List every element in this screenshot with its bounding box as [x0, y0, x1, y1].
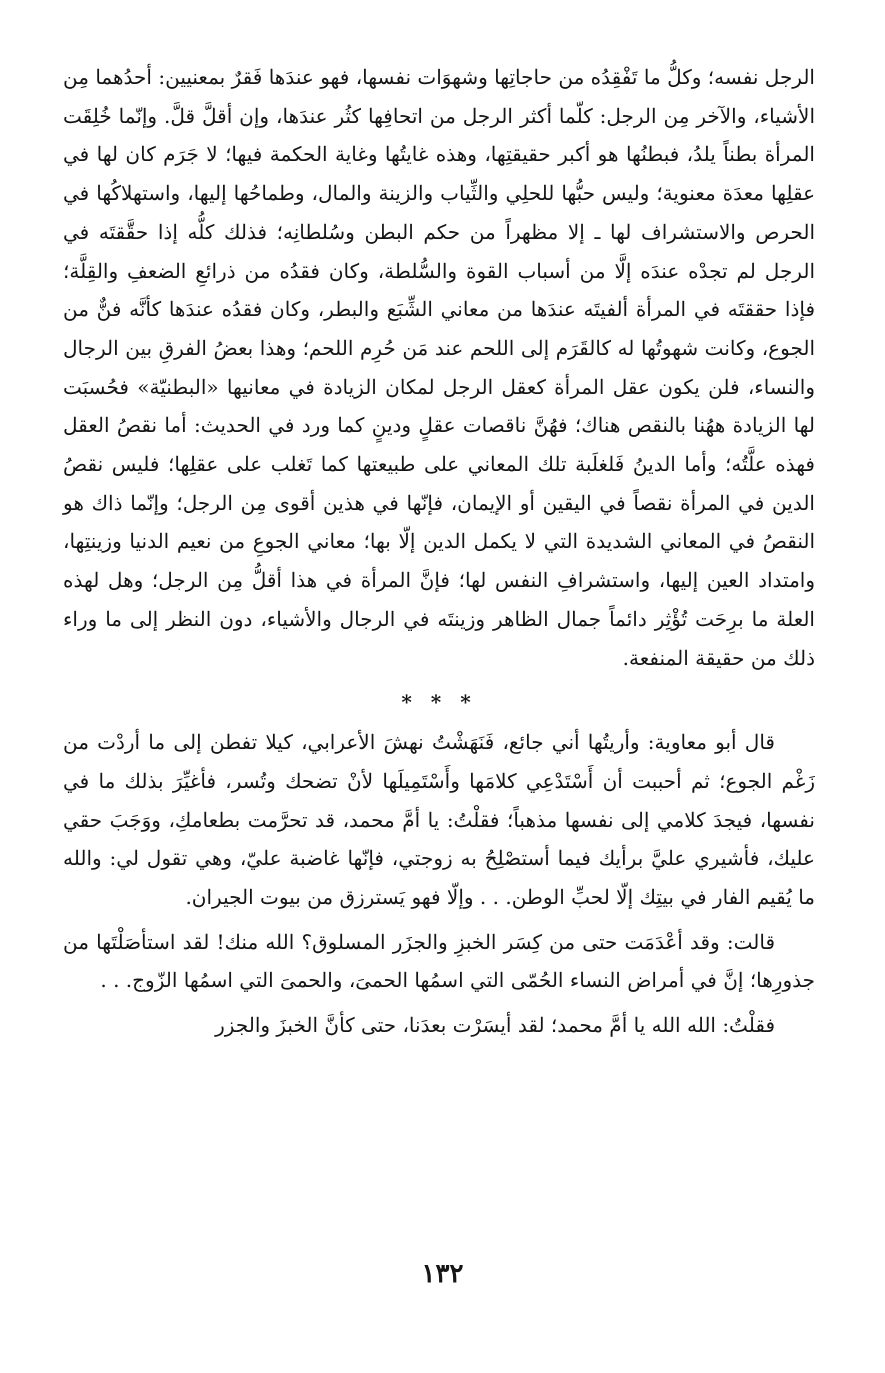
paragraph-abu-muawiya: قال أبو معاوية: وأريتُها أني جائع، فَنَهَشْتُ نهشَ الأعرابي، كيلا تفطن إلى ما أردْت من زَغْم الجوع؛ ثم أحببت أن أَسْتَدْعِي كلامَها وأَسْتَمِيلَها لأنْ تضحك وتُسر، فأغيِّرَ بذلك ما في نفسها، فيجدَ كلامي إلى نفسها مذهباً؛ فقلْتُ: يا أمَّ محمد، قد تحرَّمت بطعامكِ، ووَجَبَ حقي عليك، فأشيري عليَّ برأيك فيما أستصْلِحُ به زوجتي، فإنّها غاضبة عليّ، وهي تقول لي: والله ما يُقيم الفار في بيتِك إلّا لحبِّ الوطن. . . وإلّا فهو يَسترزق من بيوت الجيران.	[63, 730, 815, 910]
paragraph-essay: الرجل نفسه؛ وكلُّ ما تَفْقِدُه من حاجاتِها وشهوَات نفسها، فهو عندَها فَقرٌ بمعنيين: أحدُهما مِن الأشياء، والآخر مِن الرجل: كلّما أكثر الرجل من اتحافِها كثُر عندَها، وإن أقلَّ قلَّ. وإنّما خُلِقَت المرأة بطناً يلدُ، فبطنُها هو أكبر حقيقتِها، وهذه غايتُها وغاية الحكمة فيها؛ لا جَرَم كان لها في عقلِها معدَة معنوية؛ وليس حبُّها للحلِي والثِّياب والزينة والمال، وطماحُها إليها، واستهلاكُها في الحرص والاستشراف لها ـ إلا مظهراً من حكم البطن وسُلطانِه؛ فذلك كلُّه إذا حقَّقتَه في الرجل لم تجدْه عندَه إلَّا من أسباب القوة والسُّلطة، وكان فقدُه من ذرائعِ الضعفِ والقِلَّة؛ فإذا حققتَه في المرأة ألفيتَه عندَها من معاني الشِّبَع والبطر، وكان فقدُه عندَها كأنَّه فنٌّ من الجوع، وكانت شهوتُها له كالقَرَم إلى اللحم عند مَن حُرِم اللحم؛ وهذا بعضُ الفرقِ بين الرجال والنساء، فلن يكون عقل المرأة كعقل الرجل لمكان الزيادة في معانيها «البطنيّة» فحُسبَت لها الزيادة ههُنا بالنقص هناك؛ فهُنَّ ناقصات عقلٍ ودينٍ كما ورد في الحديث: أما نقصُ العقل فهذه علَّتُه؛ وأما الدينُ فَلغلَبة تلك المعاني على طبيعتها كما تَغلب على عقلِها؛ فليس نقصُ الدين في المرأة نقصاً في اليقين أو الإيمان، فإنّها في هذين أقوى مِن الرجل؛ وإنّما ذاك هو النقصُ في المعاني الشديدة التي لا يكمل الدين إلّا بها؛ معاني الجوعِ من نعيم الدنيا وزينتِها، وامتداد العين إليها، واستشرافِ النفس لها؛ فإنَّ المرأة في هذا أقلُّ مِن الرجل؛ وهل لهذه العلة ما برِحَت تُؤْثِر دائماً جمال الظاهر وزينتَه في الرجال والأشياء، دون النظر إلى ما وراء ذلك من حقيقة المنفعة.	[63, 65, 816, 670]
section-separator: * * *	[401, 690, 477, 715]
paragraph-i-said: فقلْتُ: الله الله يا أمَّ محمد؛ لقد أيسَرْت بعدَنا، حتى كأنَّ الخبزَ والجزر	[215, 1013, 775, 1038]
page-body	[63, 58, 815, 1045]
page-number: ١٣٢	[421, 1259, 464, 1289]
paragraph-she-said: قالت: وقد أعْدَمَت حتى من كِسَر الخبزِ والجزَر المسلوق؟ الله منك! لقد استأصَلْتَها من جذورِها؛ إنَّ في أمراض النساء الحُمّى التي اسمُها الحمىَ، والحمىَ التي اسمُها الزّوج. . .	[63, 929, 815, 993]
